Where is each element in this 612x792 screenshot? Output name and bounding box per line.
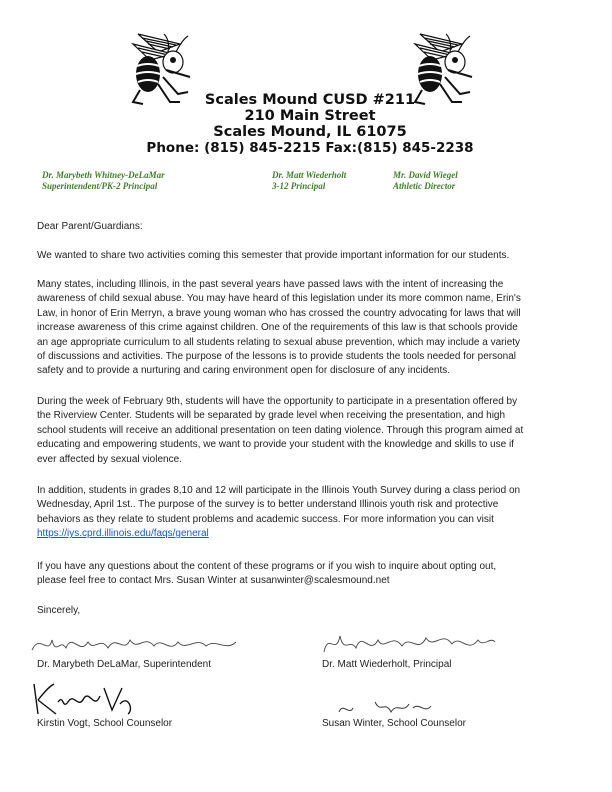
signature-label: Susan Winter, School Counselor bbox=[322, 718, 466, 729]
signature-winter-icon bbox=[335, 694, 435, 718]
district-name: Scales Mound CUSD #211 bbox=[204, 92, 416, 108]
staff-title: 3-12 Principal bbox=[272, 181, 326, 191]
survey-faq-link[interactable]: https://iys.cprd.illinois.edu/faqs/general bbox=[37, 528, 209, 540]
text-line: the Riverview Center. Students will be separated by grade level when receiving the presentation, and high bbox=[37, 410, 506, 422]
text-line: educating and empowering students, we want to provide your student with the knowledge and skills to use if bbox=[37, 439, 514, 451]
staff-name: Mr. David Wiegel bbox=[393, 170, 458, 180]
text-line: increase awareness of this crime against children. One of the requirements of this law is that schools provide bbox=[37, 322, 518, 334]
text-line: school students will receive an additional presentation on teen dating violence. Through this program aimed at bbox=[37, 424, 524, 436]
text-line: of discussions and activities. The purpose of the lessons is to provide students the tools needed for personal bbox=[37, 351, 516, 363]
paragraph-intro: We wanted to share two activities coming this semester that provide important information for our students. bbox=[37, 250, 510, 261]
staff-title: Superintendent/PK-2 Principal bbox=[42, 181, 158, 191]
salutation: Dear Parent/Guardians: bbox=[37, 221, 143, 232]
street-address: 210 Main Street bbox=[244, 108, 376, 124]
text-line: awareness of child sexual abuse. You may have heard of this legislation under its more common name, Erin's bbox=[37, 293, 521, 305]
signature-label: Dr. Marybeth DeLaMar, Superintendent bbox=[37, 659, 211, 670]
text-line: ever affected by sexual violence. bbox=[37, 453, 182, 465]
text-line: If you have any questions about the content of these programs or if you wish to inquire about opting out, bbox=[37, 561, 497, 572]
signature-label: Dr. Matt Wiederholt, Principal bbox=[322, 659, 452, 670]
staff-title: Athletic Director bbox=[393, 181, 456, 191]
paragraph-riverview bbox=[37, 395, 582, 467]
text-line: In addition, students in grades 8,10 and 12 will participate in the Illinois Youth Survey during a class period on bbox=[37, 485, 521, 496]
phone-fax: Phone: (815) 845-2215 Fax:(815) 845-2238 bbox=[146, 140, 474, 156]
closing: Sincerely, bbox=[37, 605, 81, 616]
city-state-zip: Scales Mound, IL 61075 bbox=[213, 124, 407, 140]
text-line: Wednesday, April 1st.. The purpose of the survey is to better understand Illinois youth risk and protective bbox=[37, 499, 499, 511]
staff-name: Dr. Marybeth Whitney-DeLaMar bbox=[42, 170, 165, 180]
text-line: During the week of February 9th, students will have the opportunity to participate in a presentation offered by bbox=[37, 396, 518, 407]
text-line: behaviors as they relate to student problems and academic success. For more information you can visit bbox=[37, 513, 494, 525]
staff-name: Dr. Matt Wiederholt bbox=[272, 170, 347, 180]
staff-superintendent bbox=[42, 170, 165, 192]
text-line: Many states, including Illinois, in the past several years have passed laws with the intent of increasing the bbox=[37, 279, 504, 290]
paragraph-youth-survey bbox=[37, 484, 582, 542]
text-line: Law, in honor of Erin Merryn, a brave young woman who has crossed the country advocating for laws that will bbox=[37, 307, 521, 319]
staff-athletic-director bbox=[393, 170, 458, 192]
paragraph-contact bbox=[37, 560, 582, 589]
text-line: safety and to provide a nurturing and caring environment open for disclosure of any incidents. bbox=[37, 365, 451, 377]
staff-principal bbox=[272, 170, 346, 192]
signature-vogt-icon bbox=[28, 680, 138, 718]
text-line: please feel free to contact Mrs. Susan Winter at susanwinter@scalesmound.net bbox=[37, 575, 390, 587]
signature-delamar-icon bbox=[30, 628, 240, 658]
signature-label: Kirstin Vogt, School Counselor bbox=[37, 718, 173, 729]
paragraph-erins-law bbox=[37, 278, 582, 379]
text-line: an age appropriate curriculum to all students relating to sexual abuse prevention, which may include a variety bbox=[37, 336, 521, 348]
signature-wiederholt-icon bbox=[322, 626, 497, 660]
